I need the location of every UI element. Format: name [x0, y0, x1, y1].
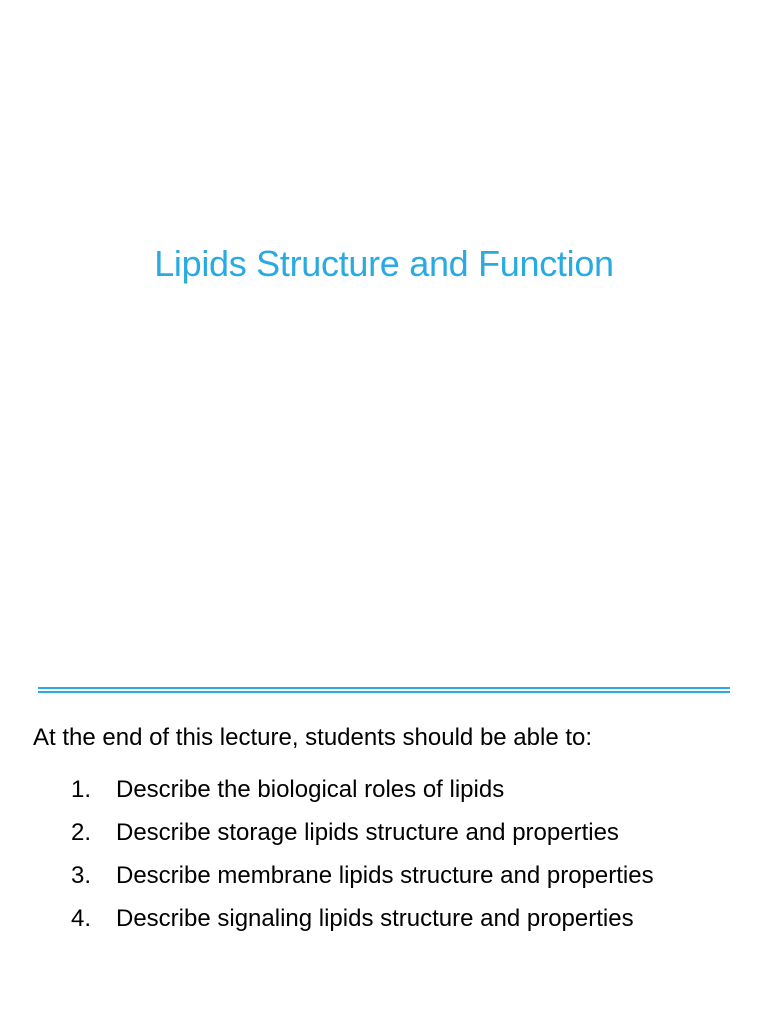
objective-number: 1. — [71, 776, 92, 803]
objectives-intro: At the end of this lecture, students should be able to: — [33, 724, 593, 751]
objective-text: Describe membrane lipids structure and properties — [116, 862, 654, 889]
divider-line-top — [38, 687, 730, 689]
objective-item — [0, 858, 768, 894]
objective-item — [0, 815, 768, 851]
objectives-list — [0, 772, 768, 944]
objective-text: Describe signaling lipids structure and properties — [116, 905, 634, 932]
objective-text: Describe the biological roles of lipids — [116, 776, 505, 803]
slide-title: Lipids Structure and Function — [154, 243, 614, 284]
section-divider — [38, 687, 730, 694]
objective-item — [0, 901, 768, 937]
objective-text: Describe storage lipids structure and properties — [116, 819, 619, 846]
objective-number: 4. — [71, 905, 92, 932]
objective-number: 3. — [71, 862, 92, 889]
divider-line-bottom — [38, 691, 730, 693]
objective-number: 2. — [71, 819, 92, 846]
objective-item — [0, 772, 768, 808]
